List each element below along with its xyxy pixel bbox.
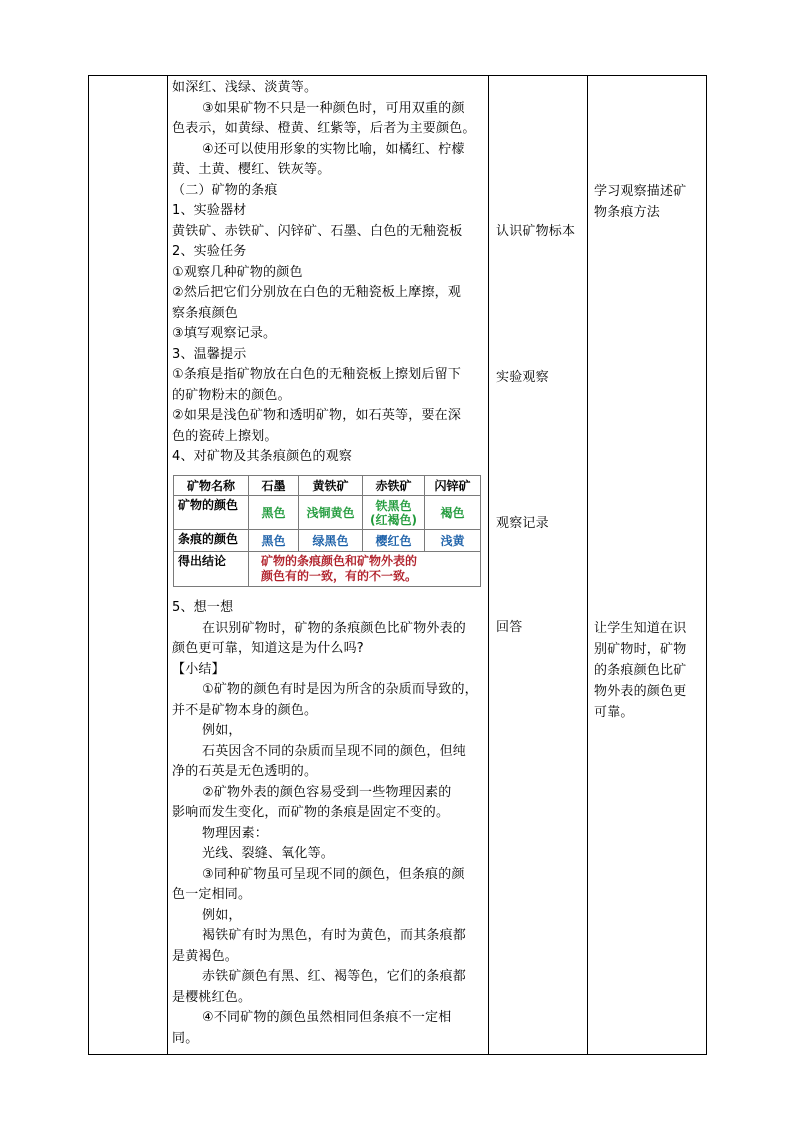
text-line: 是黄褐色。 [172,948,239,964]
section-heading: （二）矿物的条痕 [172,182,278,198]
text-line: 在识别矿物时，矿物的条痕颜色比矿物外表的 [202,620,467,636]
row-label: 矿物的颜色 [174,496,249,530]
table-cell: 褐色 [425,496,481,530]
main-text-upper [172,78,484,468]
table-right-border [706,75,707,1055]
text-line: 是樱桃红色。 [172,989,252,1005]
cell-line: 铁黑色 [375,498,412,513]
aim-line: 别矿物时，矿物 [594,642,687,657]
text-line: 石英因含不同的杂质而呈现不同的颜色，但纯 [202,743,467,759]
text-line: 1、实验器材 [172,203,247,218]
column-divider-3 [587,75,588,1055]
aim-line: 可靠。 [594,705,634,720]
text-line: 褐铁矿有时为黑色，有时为黄色，而其条痕都 [202,928,467,943]
aim-line: 让学生知道在识 [594,621,687,636]
summary-heading: 【小结】 [172,661,225,677]
text-line: 的矿物粉末的颜色。 [172,387,291,403]
text-line: 察条痕颜色 [172,305,239,321]
column-divider-1 [167,75,168,1055]
table-top-border [88,75,707,76]
conclusion-line: 颜色有的一致，有的不一致。 [261,569,418,583]
table-row [174,530,481,552]
text-line: ②然后把它们分别放在白色的无釉瓷板上摩擦，观 [172,285,462,300]
activity-record: 观察记录 [496,516,549,531]
text-line: ③如果矿物不只是一种颜色时，可用双重的颜 [202,100,465,116]
table-cell: 绿黑色 [299,530,363,552]
text-line: 色一定相同。 [172,887,252,902]
activity-answer: 回答 [496,620,523,635]
aim-line: 的条痕颜色比矿 [594,663,687,678]
table-row [174,496,481,530]
main-text-lower [172,598,484,1049]
table-left-border [88,75,89,1055]
text-line: ③填写观察记录。 [172,326,277,341]
observation-table [173,475,481,587]
activity-recognize: 认识矿物标本 [496,224,576,239]
table-header-cell: 赤铁矿 [363,476,425,496]
text-line: ③同种矿物虽可呈现不同的颜色，但条痕的颜 [202,866,465,882]
text-line: ④还可以使用形象的实物比喻，如橘红、柠檬 [202,141,465,157]
section-heading: 5、想一想 [172,600,234,615]
text-line: ②如果是浅色矿物和透明矿物，如石英等，要在深 [172,408,462,423]
conclusion-line: 矿物的条痕颜色和矿物外表的 [261,554,418,568]
column-divider-2 [488,75,489,1055]
text-line: 同。 [172,1030,199,1046]
table-cell: 樱红色 [363,530,425,552]
table-cell: 黑色 [249,496,299,530]
table-cell: 浅铜黄色 [299,496,363,530]
table-cell [363,496,425,530]
aim-streak-method [594,181,704,223]
text-line: 颜色更可靠，知道这是为什么吗? [172,641,364,656]
table-cell: 黑色 [249,530,299,552]
cell-line: (红褐色) [370,512,417,527]
text-line: 光线、裂缝、氧化等。 [202,846,335,861]
text-line: 3、温馨提示 [172,346,247,362]
aim-streak-reliability [594,618,704,723]
text-line: ④不同矿物的颜色虽然相同但条痕不一定相 [202,1010,452,1025]
text-line: 例如， [202,723,242,738]
row-label: 得出结论 [174,552,249,587]
text-line: 赤铁矿颜色有黑、红、褐等色，它们的条痕都 [202,969,467,984]
table-header-cell: 矿物名称 [174,476,249,496]
text-line: 影响而发生变化，而矿物的条痕是固定不变的。 [172,805,450,820]
text-line: ①条痕是指矿物放在白色的无釉瓷板上擦划后留下 [172,367,462,382]
table-header-cell: 黄铁矿 [299,476,363,496]
table-header-cell: 石墨 [249,476,299,496]
text-line: ②矿物外表的颜色容易受到一些物理因素的 [202,784,452,800]
text-line: 并不是矿物本身的颜色。 [172,702,318,718]
text-line: 黄铁矿、赤铁矿、闪锌矿、石墨、白色的无釉瓷板 [172,223,463,239]
aim-line: 物外表的颜色更 [594,684,687,699]
table-bottom-border [88,1054,707,1055]
text-line: ①矿物的颜色有时是因为所含的杂质而导致的， [202,682,478,697]
activity-experiment: 实验观察 [496,370,549,385]
conclusion-cell [249,552,481,587]
text-line: 4、对矿物及其条痕颜色的观察 [172,449,353,464]
text-line: 色的瓷砖上擦划。 [172,428,278,444]
aim-line: 学习观察描述矿 [594,184,687,199]
text-line: 物理因素： [202,825,269,841]
table-cell: 浅黄 [425,530,481,552]
aim-line: 物条痕方法 [594,205,661,220]
text-line: 例如， [202,907,242,923]
text-line: ①观察几种矿物的颜色 [172,264,303,280]
table-header-cell: 闪锌矿 [425,476,481,496]
row-label: 条痕的颜色 [174,530,249,552]
text-line: 色表示，如黄绿、橙黄、红紫等，后者为主要颜色。 [172,121,476,136]
text-line: 2、实验任务 [172,244,247,259]
table-row [174,552,481,587]
text-line: 如深红、浅绿、淡黄等。 [172,80,318,95]
text-line: 净的石英是无色透明的。 [172,764,318,779]
table-row [174,476,481,496]
text-line: 黄、土黄、樱红、铁灰等。 [172,162,331,177]
